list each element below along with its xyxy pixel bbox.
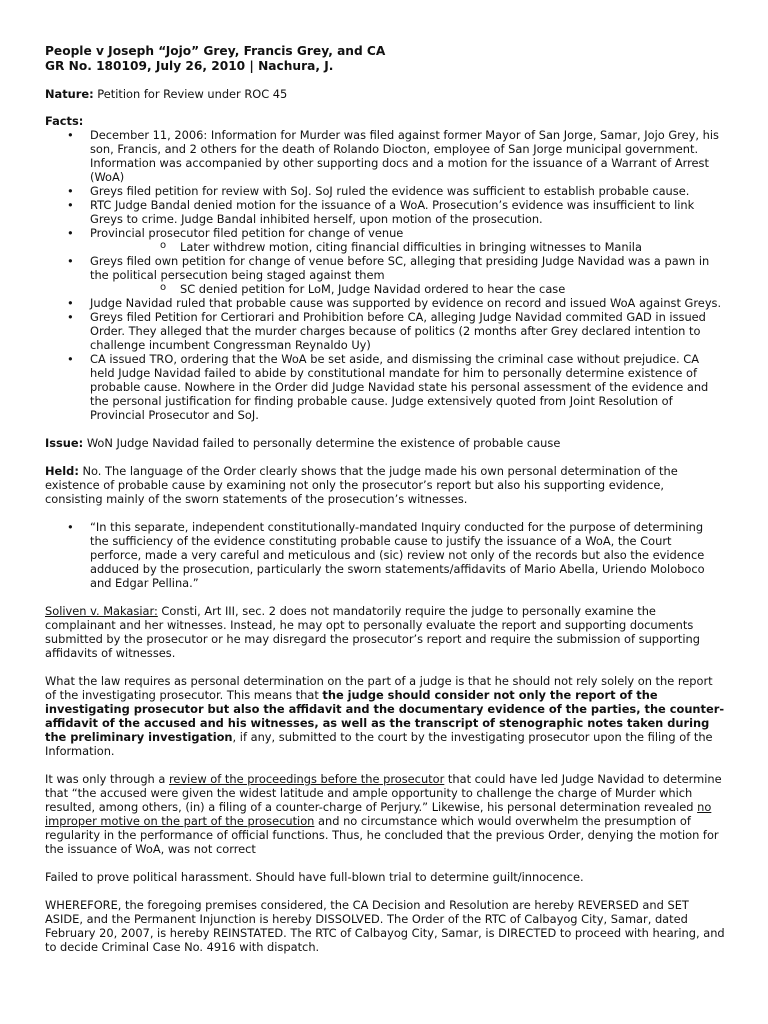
fact-subitem: o Later withdrew motion, citing financial difficulties in bringing witnesses to Manila: [90, 240, 725, 254]
case-title: People v Joseph “Jojo” Grey, Francis Grey, and CA: [45, 44, 386, 58]
issue-label: Issue:: [45, 436, 84, 450]
nature-text: Petition for Review under ROC 45: [93, 87, 288, 101]
held-label: Held:: [45, 464, 79, 478]
review-underline-2: no improper motive on the part of the prosecution: [45, 800, 712, 828]
fact-item: • Greys filed own petition for change of venue before SC, alleging that presiding Judge Navidad was a pawn in the political persecution being staged against them o SC denied petition for LoM, Judge Navidad ordered to hear the case: [45, 254, 725, 296]
dispositive-paragraph: WHEREFORE, the foregoing premises considered, the CA Decision and Resolution are hereby REVERSED and SET ASIDE, and the Permanent Injunction is hereby DISSOLVED. The Order of the RTC of Calbayog City, Samar, dated February 20, 2007, is hereby REINSTATED. The RTC of Calbayog City, Samar, is DIRECTED to proceed with hearing, and to decide Criminal Case No. 4916 with dispatch.: [45, 898, 725, 954]
held-quote-list: [45, 520, 725, 590]
case-number: GR No. 180109, July 26, 2010 | Nachura, J.: [45, 59, 334, 73]
fact-subitems: [90, 282, 725, 296]
held-paragraph: [45, 464, 725, 506]
nature-label: Nature:: [45, 87, 94, 101]
fact-item: • Judge Navidad ruled that probable cause was supported by evidence on record and issued WoA against Greys.: [45, 296, 725, 310]
issue-text: WoN Judge Navidad failed to personally determine the existence of probable cause: [83, 436, 561, 450]
law-emphasis: the judge should consider not only the report of the investigating prosecutor but also the affidavit and the documentary evidence of the parties, the counter-affidavit of the accused and his witnesses, as well as the transcript of stenographic notes taken during the preliminary investigation: [45, 688, 725, 744]
fact-item: • CA issued TRO, ordering that the WoA be set aside, and dismissing the criminal case without prejudice. CA held Judge Navidad failed to abide by constitutional mandate for him to personally determine existence of probable cause. Nowhere in the Order did Judge Navidad state his personal assessment of the evidence and the personal justification for finding probable cause. Judge extensively quoted from Joint Resolution of Provincial Prosecutor and SoJ.: [45, 352, 725, 422]
fact-subitem: o SC denied petition for LoM, Judge Navidad ordered to hear the case: [90, 282, 725, 296]
case-digest: [45, 44, 725, 954]
issue-line: [45, 436, 725, 450]
fact-item: • Greys filed petition for review with SoJ. SoJ ruled the evidence was sufficient to establish probable cause.: [45, 184, 725, 198]
soliven-text: Consti, Art III, sec. 2 does not mandatorily require the judge to personally examine the complainant and her witnesses. Instead, he may opt to personally evaluate the report and supporting documents submitted by the prosecutor or he may disregard the prosecutor’s report and require the submission of supporting affidavits of witnesses.: [45, 604, 700, 660]
fact-item: • RTC Judge Bandal denied motion for the issuance of a WoA. Prosecution’s evidence was insufficient to link Greys to crime. Judge Bandal inhibited herself, upon motion of the prosecution.: [45, 198, 725, 226]
harassment-paragraph: Failed to prove political harassment. Should have full-blown trial to determine guilt/innocence.: [45, 870, 584, 884]
facts-list: [45, 128, 725, 422]
soliven-paragraph: [45, 604, 725, 660]
fact-item: • Provincial prosecutor filed petition for change of venue o Later withdrew motion, citing financial difficulties in bringing witnesses to Manila: [45, 226, 725, 254]
held-text: No. The language of the Order clearly shows that the judge made his own personal determination of the existence of probable cause by examining not only the prosecutor’s report but also his supporting evidence, consisting mainly of the sworn statements of the prosecution’s witnesses.: [45, 464, 678, 506]
fact-subitems: [90, 240, 725, 254]
nature-line: [45, 87, 725, 101]
fact-item: • Greys filed Petition for Certiorari and Prohibition before CA, alleging Judge Navidad commited GAD in issued Order. They alleged that the murder charges because of politics (2 months after Grey declared intention to challenge incumbent Congressman Reynaldo Uy): [45, 310, 725, 352]
facts-label: Facts:: [45, 114, 84, 128]
law-paragraph: What the law requires as personal determination on the part of a judge is that he should not rely solely on the report of the investigating prosecutor. This means that the judge should consider not only the report of the investigating prosecutor but also the affidavit and the documentary evidence of the parties, the counter-affidavit of the accused and his witnesses, as well as the transcript of stenographic notes taken during the preliminary investigation, if any, submitted to the court by the investigating prosecutor upon the filing of the Information.: [45, 674, 725, 758]
held-quote: • “In this separate, independent constitutionally-mandated Inquiry conducted for the purpose of determining the sufficiency of the evidence constituting probable cause to justify the issuance of a WoA, the Court perforce, made a very careful and meticulous and (sic) review not only of the records but also the evidence adduced by the prosecution, particularly the sworn statements/affidavits of Mario Abella, Uriendo Moloboco and Edgar Pellina.”: [45, 520, 725, 590]
review-underline-1: review of the proceedings before the prosecutor: [169, 772, 445, 786]
soliven-reference: Soliven v. Makasiar:: [45, 604, 158, 618]
fact-item: • December 11, 2006: Information for Murder was filed against former Mayor of San Jorge, Samar, Jojo Grey, his son, Francis, and 2 others for the death of Rolando Diocton, employee of San Jorge municipal government. Information was accompanied by other supporting docs and a motion for the issuance of a Warrant of Arrest (WoA): [45, 128, 725, 184]
review-paragraph: It was only through a review of the proceedings before the prosecutor that could have led Judge Navidad to determine that “the accused were given the widest latitude and ample opportunity to challenge the charge of Murder which resulted, among others, (in) a filing of a counter-charge of Perjury.” Likewise, his personal determination revealed no improper motive on the part of the prosecution and no circumstance which would overwhelm the presumption of regularity in the performance of official functions. Thus, he concluded that the previous Order, denying the motion for the issuance of WoA, was not correct: [45, 772, 722, 856]
